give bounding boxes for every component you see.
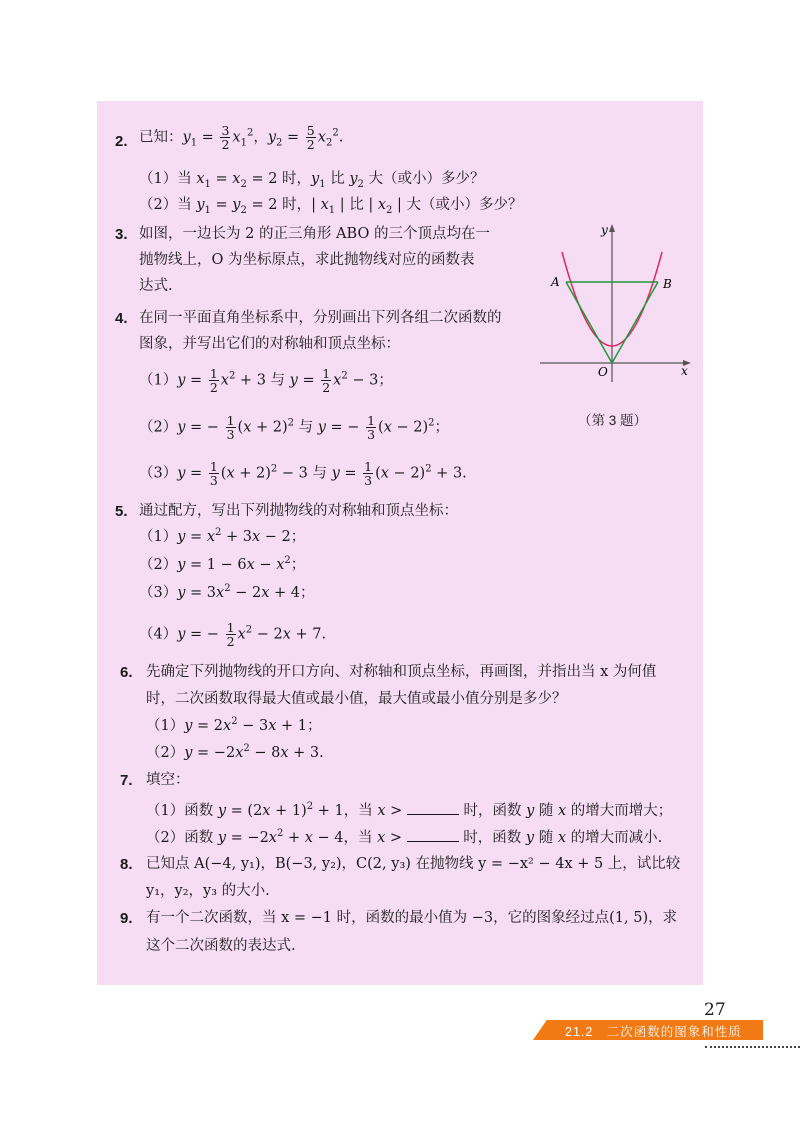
page-number: 27 bbox=[704, 1000, 726, 1020]
problem-9-line: 有一个二次函数，当 x = −1 时，函数的最小值为 −3，它的图象经过点(1, 5)，求 bbox=[146, 910, 678, 926]
problem-3-line: 如图，一边长为 2 的正三角形 ABO 的三个顶点均在一 bbox=[139, 226, 490, 242]
problem-number: 4. bbox=[115, 310, 128, 327]
problem-3-line: 达式. bbox=[139, 278, 173, 294]
problem-4-part-1: （1）y = $\frac{1}{2}$ $x^2 + 3$ 与 y = $\frac{1}{2}$ $x^2 - 3$； bbox=[139, 366, 393, 395]
problem-7-line: 填空： bbox=[146, 772, 190, 788]
problem-number: 9. bbox=[120, 910, 133, 927]
problem-number: 3. bbox=[115, 226, 128, 243]
problem-9-line: 这个二次函数的表达式. bbox=[146, 938, 296, 954]
problem-7-part-2: （2）函数 $y = -2x^2 + x - 4$，当 x > 时，函数 y 随 x 的增大而减小. bbox=[146, 828, 663, 846]
section-number: 21.2 bbox=[565, 1025, 594, 1039]
problem-4-line: 图象，并写出它们的对称轴和顶点坐标： bbox=[139, 336, 400, 352]
origin-label: O bbox=[598, 365, 608, 379]
answer-blank[interactable] bbox=[407, 827, 459, 842]
problem-6-part-1: $(1)y = 2x^2 - 3x + 1$； bbox=[146, 716, 322, 734]
problem-number: 8. bbox=[120, 856, 133, 873]
section-name: 二次函数的图象和性质 bbox=[606, 1025, 742, 1039]
problem-5-part-2: $(2)y = 1 - 6x - x^2$； bbox=[139, 555, 306, 573]
point-a-label: A bbox=[551, 275, 560, 289]
problem-2-part-2: （2）当 $y_1 = y_2 = 2$ 时，| $x_1$ | 比 | $x_2$ | 大（或小）多少？ bbox=[139, 197, 523, 216]
problem-6-line: 时，二次函数取得最大值或最小值，最大值或最小值分别是多少？ bbox=[146, 691, 567, 707]
problem-2-part-1: （1）当 $x_1 = x_2 = 2$ 时，$y_1$ 比 $y_2$ 大（或小）多少？ bbox=[139, 171, 485, 190]
problem-6-line: 先确定下列抛物线的开口方向、对称轴和顶点坐标，再画图，并指出当 x 为何值 bbox=[146, 664, 657, 680]
section-title bbox=[565, 1022, 742, 1040]
problem-8-line: y₁，y₂，y₃ 的大小. bbox=[146, 883, 270, 899]
problem-number: 2. bbox=[115, 133, 128, 150]
parabola-figure bbox=[535, 220, 695, 390]
problem-4-line: 在同一平面直角坐标系中，分别画出下列各组二次函数的 bbox=[139, 310, 502, 326]
problem-8-line: 已知点 A(−4, y₁)，B(−3, y₂)，C(2, y₃) 在抛物线 y = −x² − 4x + 5 上，试比较 bbox=[146, 856, 681, 872]
problem-number: 5. bbox=[115, 503, 128, 520]
problem-7-part-1: （1）函数 $y = (2x + 1)^2 + 1$，当 x > 时，函数 y 随 x 的增大而增大； bbox=[146, 801, 673, 819]
problem-4-part-3: （3）y = $\frac{1}{3}$ $(x + 2)^2 - 3$ 与 y = $\frac{1}{3}$ $(x - 2)^2 + 3$. bbox=[139, 459, 467, 488]
problem-6-part-2: $(2)y = -2x^2 - 8x + 3$. bbox=[146, 743, 324, 761]
figure-caption: （第 3 题） bbox=[578, 413, 648, 428]
x-axis-label: x bbox=[681, 364, 688, 378]
problem-3-line: 抛物线上，O 为坐标原点，求此抛物线对应的函数表 bbox=[139, 252, 475, 268]
dotted-rule bbox=[705, 1046, 800, 1048]
problem-5-part-3: $(3)y = 3x^2 - 2x + 4$； bbox=[139, 583, 315, 601]
problem-number: 6. bbox=[120, 664, 133, 681]
problem-5-line: 通过配方，写出下列抛物线的对称轴和顶点坐标： bbox=[139, 503, 458, 519]
problem-5-part-1: $(1)y = x^2 + 3x - 2$； bbox=[139, 527, 306, 545]
y-axis-label: y bbox=[601, 223, 608, 237]
problem-4-part-2: （2）y = − $\frac{1}{3}$ $(x + 2)^2$ 与 y = − $\frac{1}{3}$ $(x - 2)^2$； bbox=[139, 413, 450, 442]
problem-2-statement: 已知：$y_1$ = $\frac{3}{2}$ $x_1^2$，$y_2$ = $\frac{5}{2}$ $x_2^2$. bbox=[139, 123, 344, 152]
point-b-label: B bbox=[663, 277, 672, 291]
answer-blank[interactable] bbox=[407, 800, 459, 815]
problem-number: 7. bbox=[120, 772, 133, 789]
problem-5-part-4: （4）y = − $\frac{1}{2}$ $x^2 - 2x + 7$. bbox=[139, 620, 327, 649]
